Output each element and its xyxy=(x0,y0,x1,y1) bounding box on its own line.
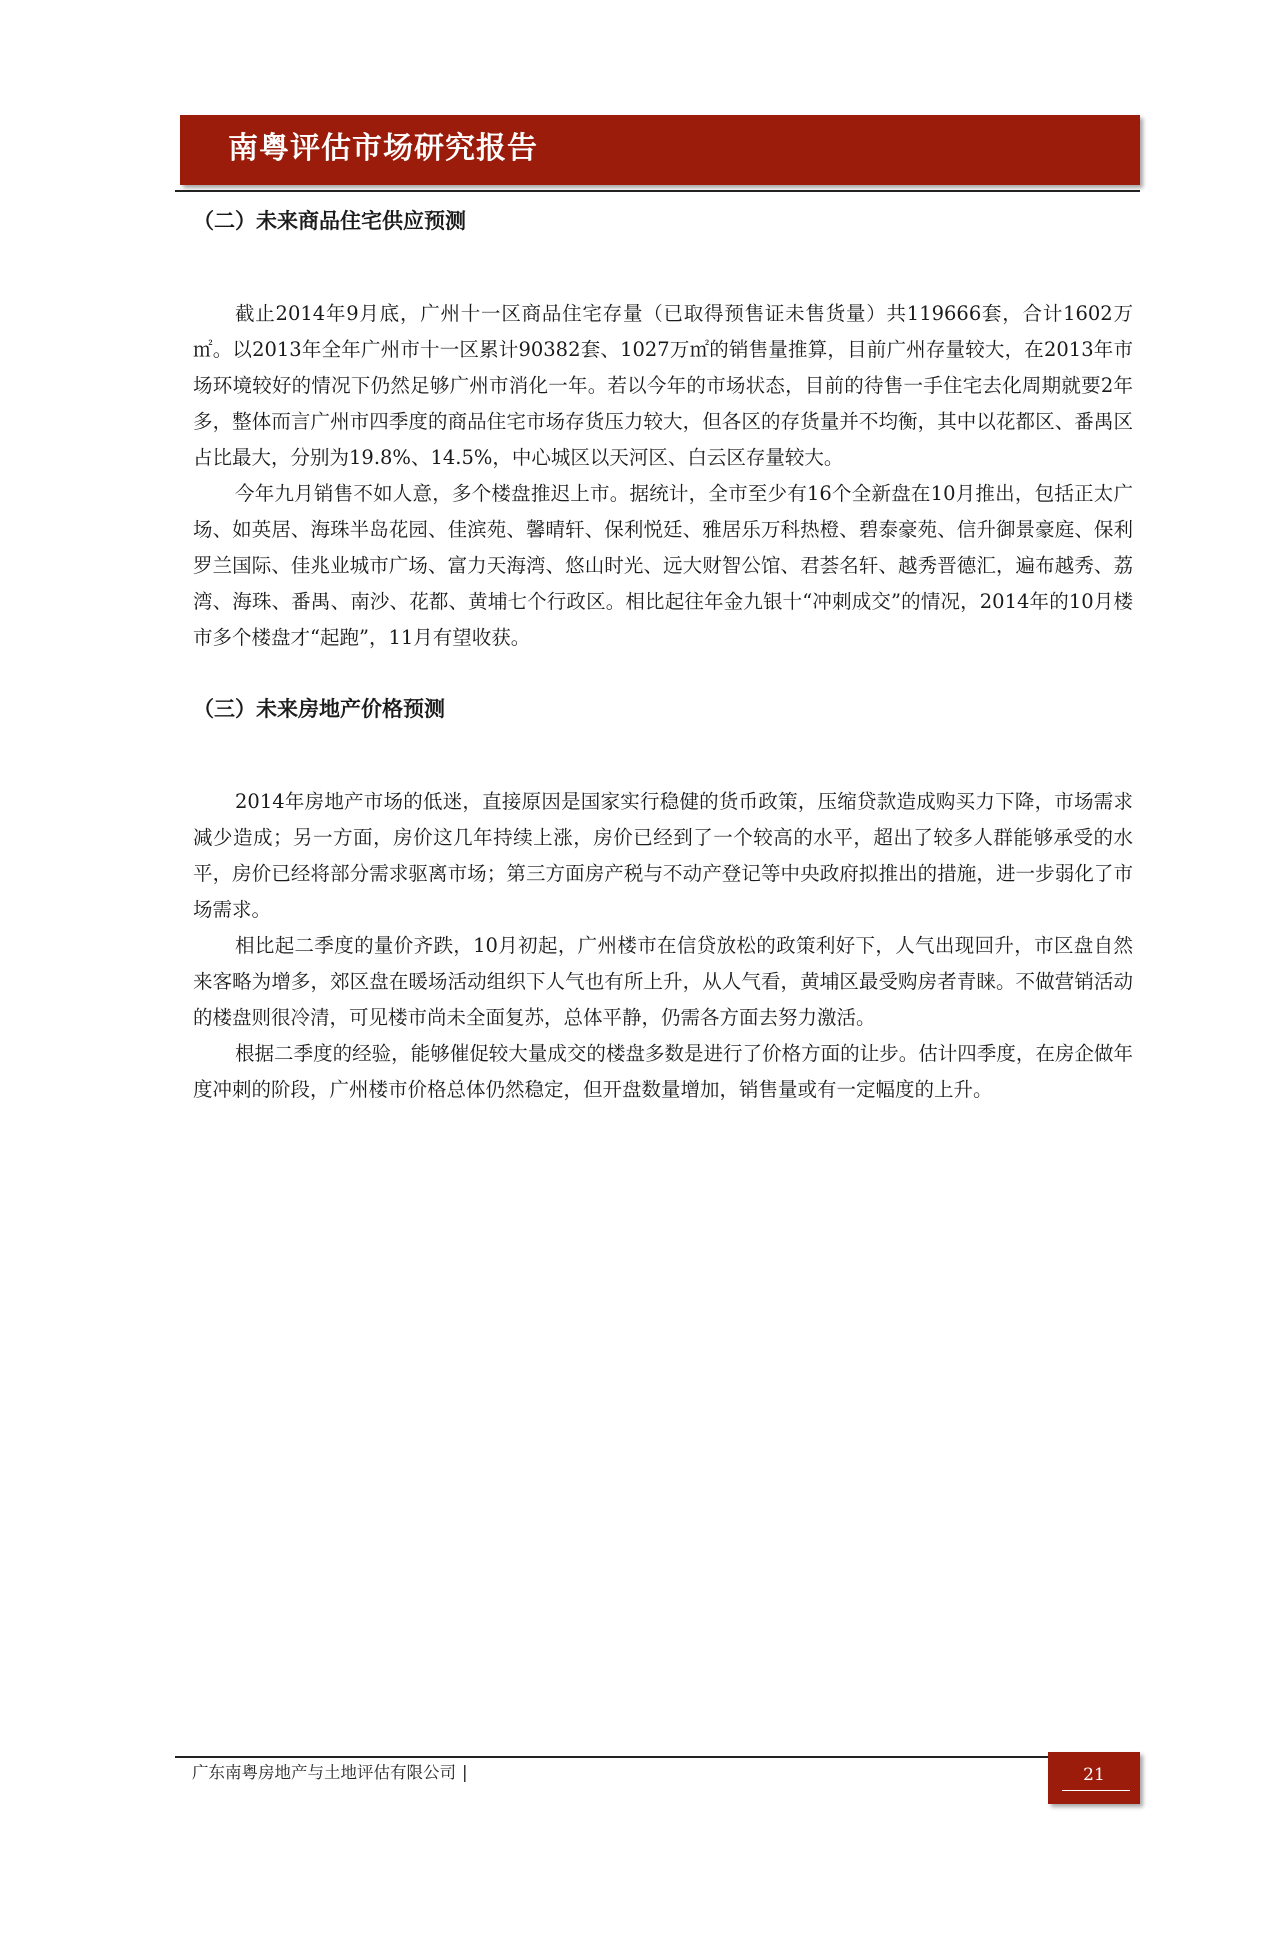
paragraph: 根据二季度的经验，能够催促较大量成交的楼盘多数是进行了价格方面的让步。估计四季度，在房企做年度冲刺的阶段，广州楼市价格总体仍然稳定，但开盘数量增加，销售量或有一定幅度的上升。 xyxy=(193,1042,1133,1101)
paragraph: 2014年房地产市场的低迷，直接原因是国家实行稳健的货币政策，压缩贷款造成购买力下降，市场需求减少造成；另一方面，房价这几年持续上涨，房价已经到了一个较高的水平，超出了较多人群能够承受的水平，房价已经将部分需求驱离市场；第三方面房产税与不动产登记等中央政府拟推出的措施，进一步弱化了市场需求。 xyxy=(193,790,1133,921)
page-number-box xyxy=(1048,1752,1140,1804)
section-heading: （三）未来房地产价格预测 xyxy=(193,697,445,721)
section-housing-supply-forecast xyxy=(193,206,1133,656)
footer-separator: | xyxy=(462,1763,468,1782)
paragraph: 相比起二季度的量价齐跌，10月初起，广州楼市在信贷放松的政策利好下，人气出现回升，市区盘自然来客略为增多，郊区盘在暖场活动组织下人气也有所上升，从人气看，黄埔区最受购房者青睐。不做营销活动的楼盘则很冷清，可见楼市尚未全面复苏，总体平静，仍需各方面去努力激活。 xyxy=(193,934,1133,1029)
section-price-forecast xyxy=(193,694,1133,1108)
page-number-underline xyxy=(1062,1790,1130,1791)
paragraph: 今年九月销售不如人意，多个楼盘推迟上市。据统计，全市至少有16个全新盘在10月推出，包括正太广场、如英居、海珠半岛花园、佳滨苑、馨晴轩、保利悦廷、雅居乐万科热橙、碧泰豪苑、信升御景豪庭、保利罗兰国际、佳兆业城市广场、富力天海湾、悠山时光、远大财智公馆、君荟名轩、越秀晋德汇，遍布越秀、荔湾、海珠、番禺、南沙、花都、黄埔七个行政区。相比起往年金九银十“冲刺成交”的情况，2014年的10月楼市多个楼盘才“起跑”，11月有望收获。 xyxy=(193,482,1133,649)
header-divider xyxy=(175,190,1140,192)
paragraph: 截止2014年9月底，广州十一区商品住宅存量（已取得预售证未售货量）共119666套，合计1602万㎡。以2013年全年广州市十一区累计90382套、1027万㎡的销售量推算，目前广州存量较大，在2013年市场环境较好的情况下仍然足够广州市消化一年。若以今年的市场状态，目前的待售一手住宅去化周期就要2年多，整体而言广州市四季度的商品住宅市场存货压力较大，但各区的存货量并不均衡，其中以花都区、番禺区占比最大，分别为19.8%、14.5%，中心城区以天河区、白云区存量较大。 xyxy=(193,302,1133,469)
report-title: 南粤评估市场研究报告 xyxy=(228,131,538,166)
page-number: 21 xyxy=(1083,1765,1105,1785)
header-banner xyxy=(180,115,1140,185)
footer-divider xyxy=(175,1756,1140,1758)
section-heading: （二）未来商品住宅供应预测 xyxy=(193,209,466,233)
footer-company xyxy=(192,1760,468,1786)
company-name: 广东南粤房地产与土地评估有限公司 xyxy=(192,1763,456,1782)
main-content xyxy=(193,206,1133,1108)
